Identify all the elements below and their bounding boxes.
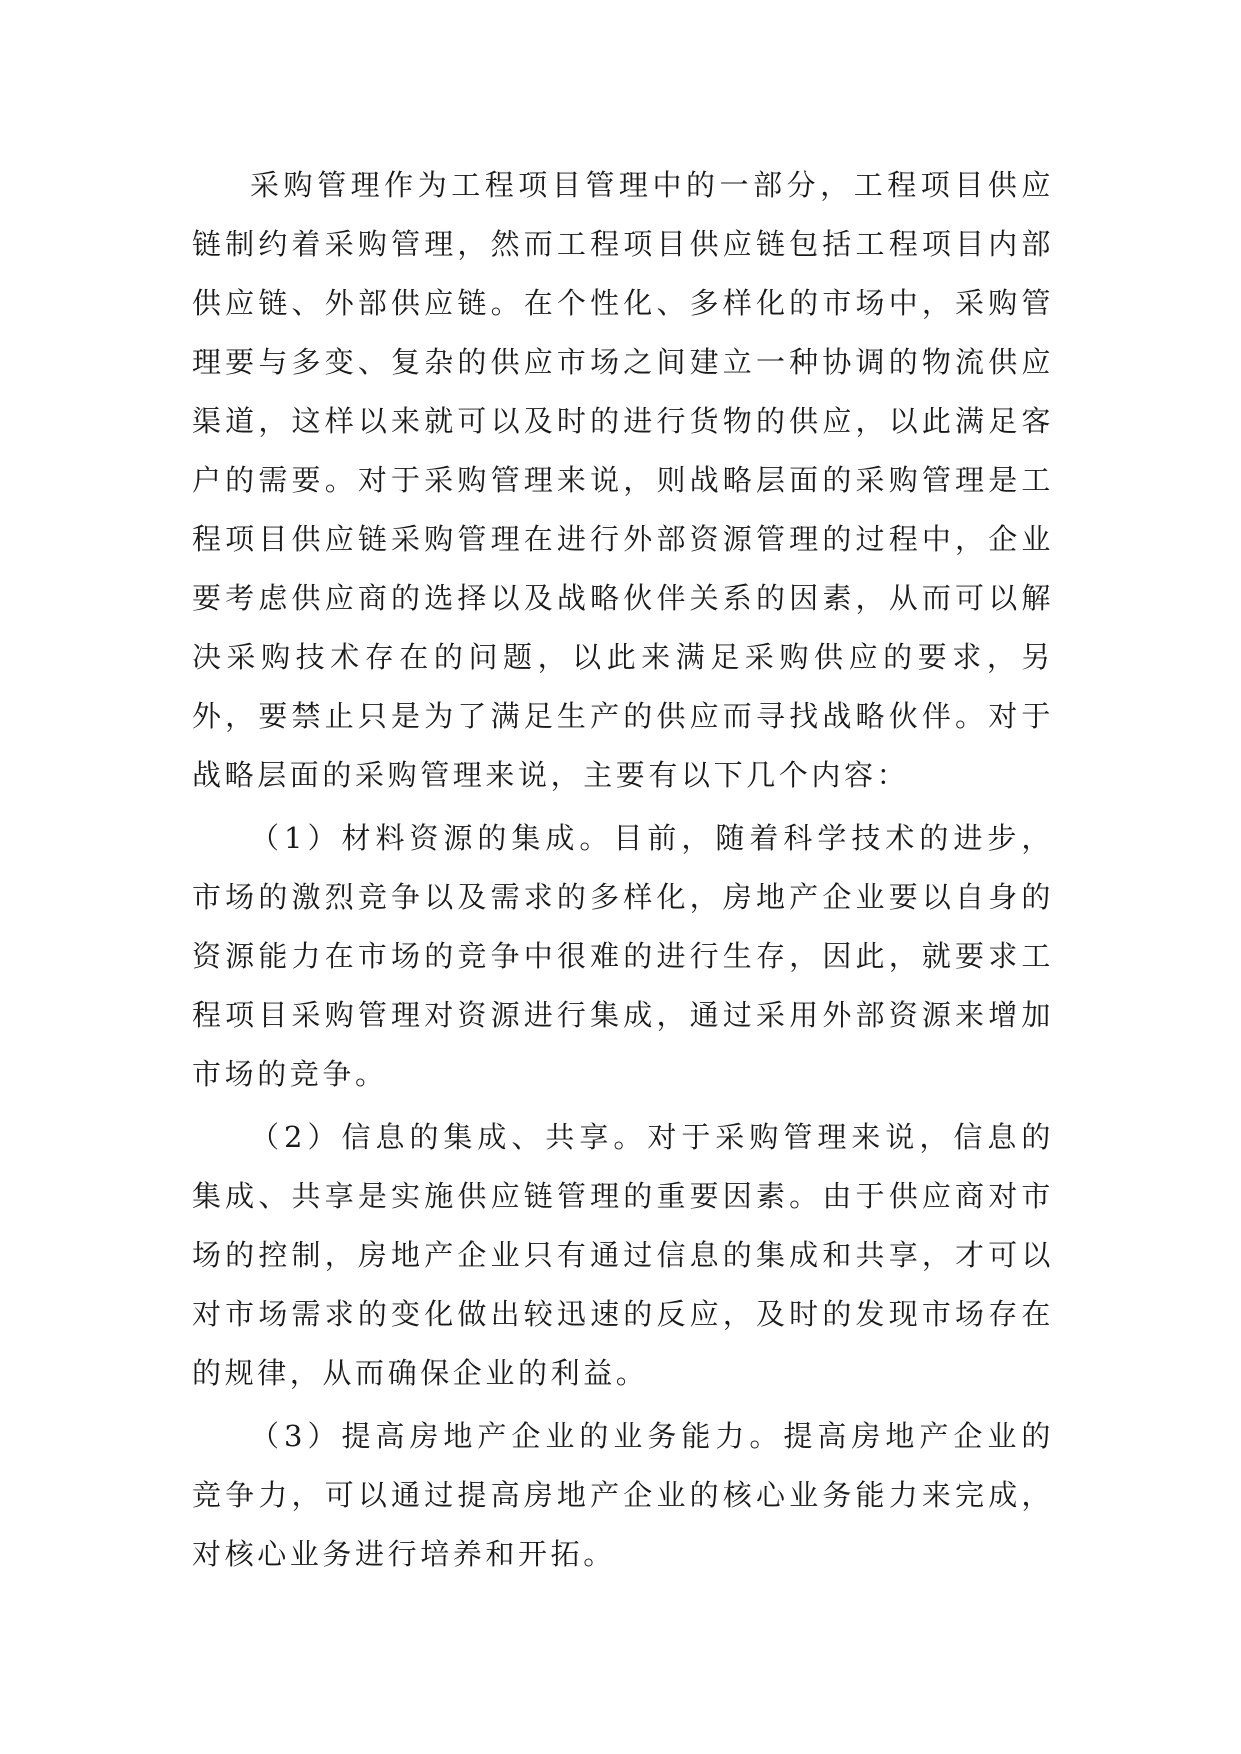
paragraph-item-1: （1）材料资源的集成。目前，随着科学技术的进步，市场的激烈竞争以及需求的多样化，房地产企业要以自身的资源能力在市场的竞争中很难的进行生存，因此，就要求工程项目采购管理对资源进行集成，通过采用外部资源来增加市场的竞争。	[192, 821, 1054, 1091]
paragraph-intro: 采购管理作为工程项目管理中的一部分，工程项目供应链制约着采购管理，然而工程项目供应链包括工程项目内部供应链、外部供应链。在个性化、多样化的市场中，采购管理要与多变、复杂的供应市场之间建立一种协调的物流供应渠道，这样以来就可以及时的进行货物的供应，以此满足客户的需要。对于采购管理来说，则战略层面的采购管理是工程项目供应链采购管理在进行外部资源管理的过程中，企业要考虑供应商的选择以及战略伙伴关系的因素，从而可以解决采购技术存在的问题，以此来满足采购供应的要求，另外，要禁止只是为了满足生产的供应而寻找战略伙伴。对于战略层面的采购管理来说，主要有以下几个内容：	[192, 168, 1054, 792]
paragraph-item-2: （2）信息的集成、共享。对于采购管理来说，信息的集成、共享是实施供应链管理的重要因素。由于供应商对市场的控制，房地产企业只有通过信息的集成和共享，才可以对市场需求的变化做出较迅速的反应，及时的发现市场存在的规律，从而确保企业的利益。	[192, 1120, 1054, 1390]
paragraph-item-3: （3）提高房地产企业的业务能力。提高房地产企业的竞争力，可以通过提高房地产企业的核心业务能力来完成，对核心业务进行培养和开拓。	[192, 1419, 1054, 1571]
document-body	[192, 156, 1054, 1588]
